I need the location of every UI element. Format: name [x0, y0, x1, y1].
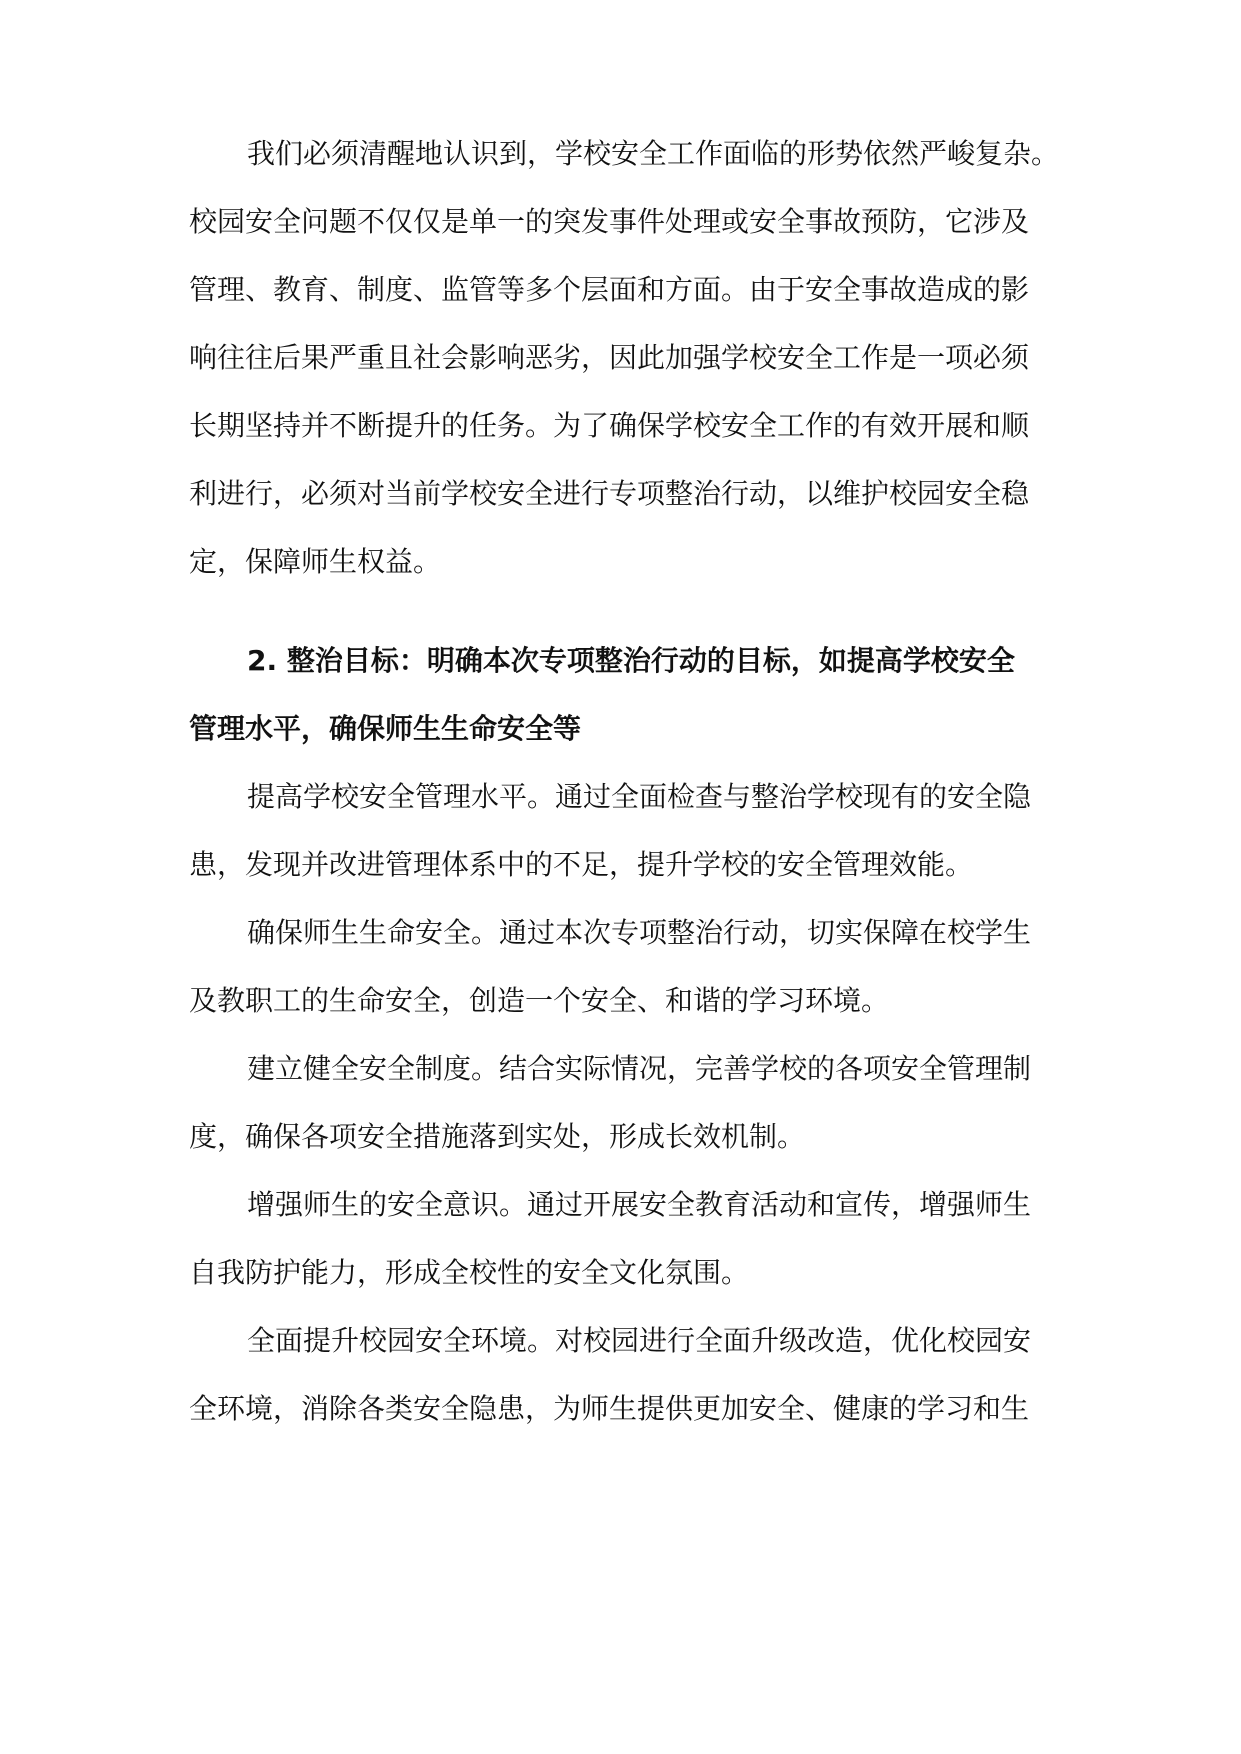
paragraph-1-line-2: 校园安全问题不仅仅是单一的突发事件处理或安全事故预防，它涉及 [189, 205, 1030, 238]
paragraph-1-line-5: 长期坚持并不断提升的任务。为了确保学校安全工作的有效开展和顺 [189, 409, 1030, 442]
goal-2-line-1: 确保师生生命安全。通过本次专项整治行动，切实保障在校学生 [247, 916, 1032, 949]
goal-1-line-2: 患，发现并改进管理体系中的不足，提升学校的安全管理效能。 [189, 848, 974, 881]
goal-1-line-1: 提高学校安全管理水平。通过全面检查与整治学校现有的安全隐 [247, 780, 1032, 813]
goal-3-line-2: 度，确保各项安全措施落到实处，形成长效机制。 [189, 1120, 806, 1153]
paragraph-1-line-4: 响往往后果严重且社会影响恶劣，因此加强学校安全工作是一项必须 [189, 341, 1030, 374]
goal-2-line-2: 及教职工的生命安全，创造一个安全、和谐的学习环境。 [189, 984, 890, 1017]
paragraph-1-line-6: 利进行，必须对当前学校安全进行专项整治行动，以维护校园安全稳 [189, 477, 1030, 510]
paragraph-1-line-3: 管理、教育、制度、监管等多个层面和方面。由于安全事故造成的影 [189, 273, 1030, 306]
goal-3-line-1: 建立健全安全制度。结合实际情况，完善学校的各项安全管理制 [247, 1052, 1032, 1085]
goal-4-line-1: 增强师生的安全意识。通过开展安全教育活动和宣传，增强师生 [247, 1188, 1032, 1221]
goal-5-line-2: 全环境，消除各类安全隐患，为师生提供更加安全、健康的学习和生 [189, 1392, 1030, 1425]
paragraph-1-line-7: 定，保障师生权益。 [189, 545, 442, 578]
goal-4-line-2: 自我防护能力，形成全校性的安全文化氛围。 [189, 1256, 750, 1289]
goal-5-line-1: 全面提升校园安全环境。对校园进行全面升级改造，优化校园安 [247, 1324, 1032, 1357]
section-heading-line-2: 管理水平，确保师生生命安全等 [189, 712, 582, 745]
paragraph-1-line-1: 我们必须清醒地认识到，学校安全工作面临的形势依然严峻复杂。 [247, 137, 1060, 170]
section-heading-line-1: 2. 整治目标：明确本次专项整治行动的目标，如提高学校安全 [247, 644, 1015, 677]
